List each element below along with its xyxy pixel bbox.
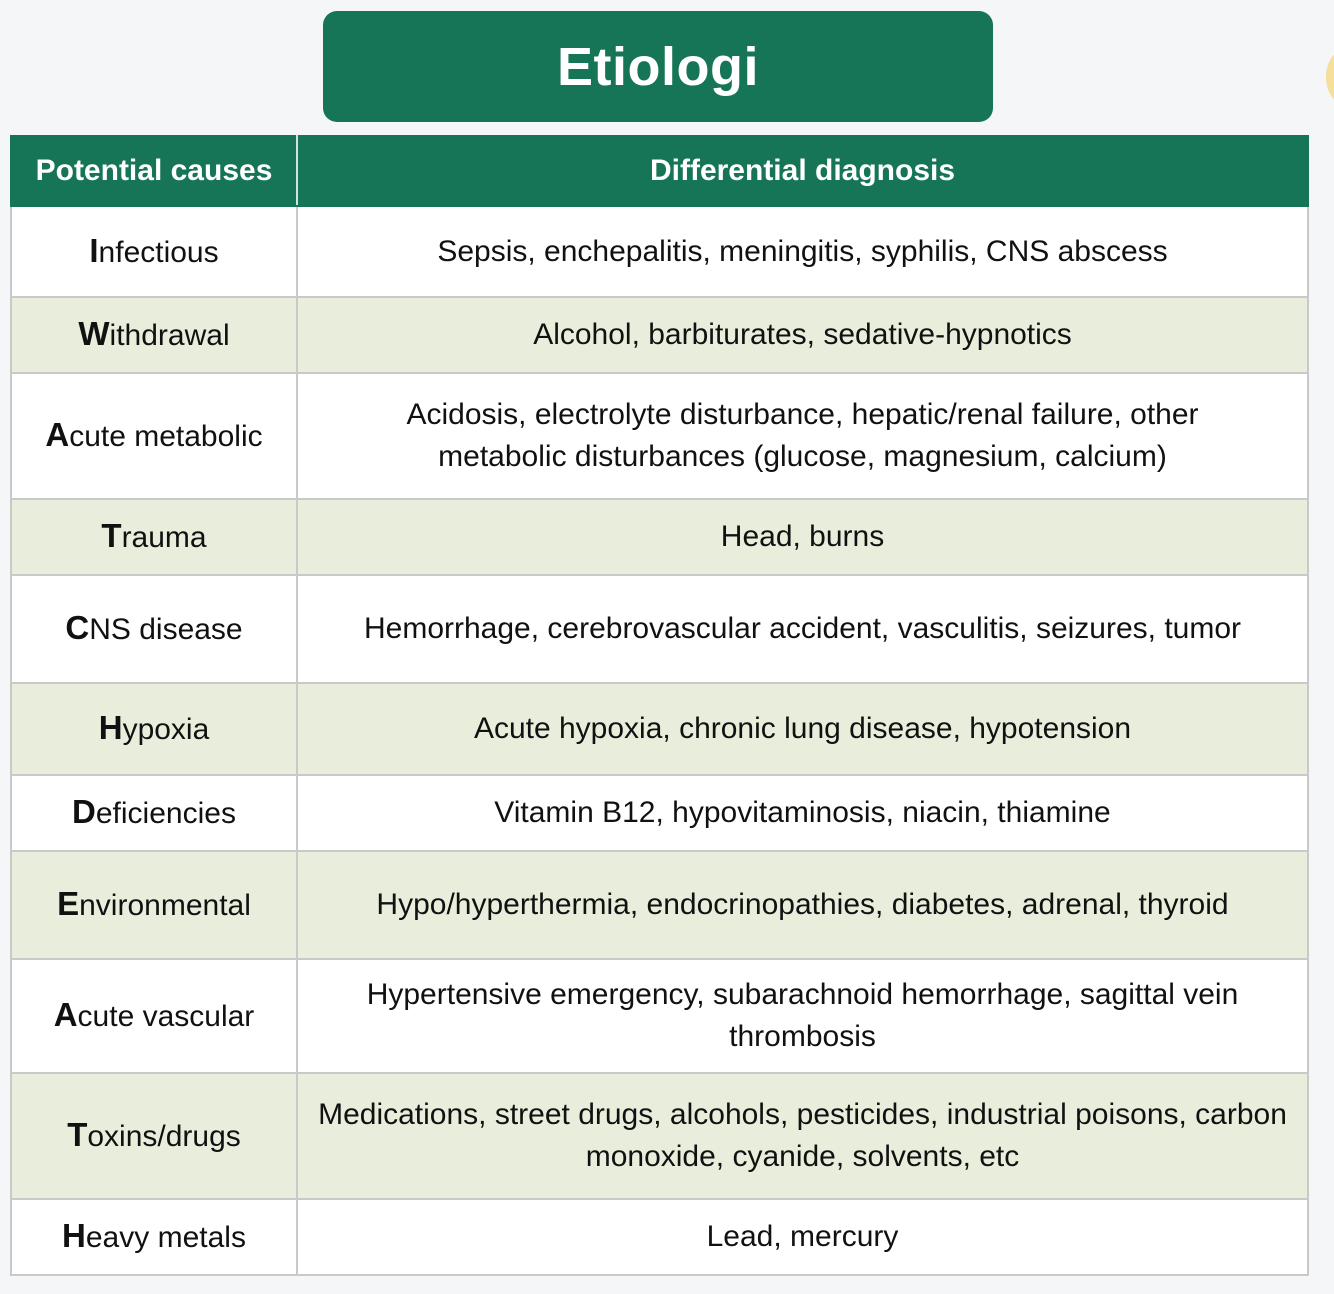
cause-initial: H bbox=[98, 709, 123, 746]
cause-cell bbox=[11, 575, 297, 683]
table-row bbox=[11, 206, 1308, 297]
cause-initial: A bbox=[45, 416, 70, 453]
header-potential-causes: Potential causes bbox=[11, 136, 297, 206]
cause-initial: W bbox=[78, 315, 110, 352]
cause-rest: ypoxia bbox=[122, 713, 210, 746]
table-row bbox=[11, 959, 1308, 1073]
diagnosis-cell: Hemorrhage, cerebrovascular accident, vasculitis, seizures, tumor bbox=[297, 575, 1308, 683]
cause-rest: nvironmental bbox=[79, 889, 251, 922]
cause-rest: ithdrawal bbox=[109, 319, 230, 352]
cause-cell bbox=[11, 297, 297, 373]
cause-rest: eavy metals bbox=[85, 1221, 246, 1254]
diagnosis-cell: Acute hypoxia, chronic lung disease, hypotension bbox=[297, 683, 1308, 775]
cause-cell bbox=[11, 206, 297, 297]
cause-rest: NS disease bbox=[89, 613, 243, 646]
diagnosis-cell: Head, burns bbox=[297, 499, 1308, 575]
cause-rest: eficiencies bbox=[95, 797, 236, 830]
cause-rest: cute vascular bbox=[77, 1000, 255, 1033]
table-row bbox=[11, 1073, 1308, 1199]
cause-cell bbox=[11, 959, 297, 1073]
table-row bbox=[11, 373, 1308, 499]
cause-cell bbox=[11, 373, 297, 499]
diagnosis-cell: Acidosis, electrolyte disturbance, hepatic/renal failure, other metabolic disturbances (glucose, magnesium, calcium) bbox=[297, 373, 1308, 499]
diagnosis-cell: Alcohol, barbiturates, sedative-hypnotics bbox=[297, 297, 1308, 373]
table-row bbox=[11, 851, 1308, 959]
cause-initial: H bbox=[62, 1217, 86, 1254]
cause-rest: rauma bbox=[121, 521, 207, 554]
header-differential-diagnosis: Differential diagnosis bbox=[297, 136, 1308, 206]
decorative-edge-circle bbox=[1326, 52, 1334, 102]
cause-cell bbox=[11, 683, 297, 775]
etiology-table bbox=[10, 135, 1309, 1276]
table-row bbox=[11, 575, 1308, 683]
cause-cell bbox=[11, 1199, 297, 1275]
cause-rest: oxins/drugs bbox=[87, 1120, 241, 1153]
diagnosis-cell: Lead, mercury bbox=[297, 1199, 1308, 1275]
cause-initial: T bbox=[101, 517, 122, 554]
cause-initial: A bbox=[53, 996, 78, 1033]
table-header-row bbox=[11, 136, 1308, 206]
table-row bbox=[11, 775, 1308, 851]
cause-cell bbox=[11, 851, 297, 959]
cause-cell bbox=[11, 1073, 297, 1199]
cause-rest: cute metabolic bbox=[69, 420, 263, 453]
diagnosis-cell: Vitamin B12, hypovitaminosis, niacin, thiamine bbox=[297, 775, 1308, 851]
page-title: Etiologi bbox=[557, 36, 759, 97]
cause-cell bbox=[11, 775, 297, 851]
cause-rest: nfectious bbox=[98, 235, 219, 269]
cause-initial: E bbox=[57, 885, 80, 922]
diagnosis-cell: Sepsis, enchepalitis, meningitis, syphilis, CNS abscess bbox=[297, 206, 1308, 297]
title-banner bbox=[323, 11, 993, 122]
cause-initial: T bbox=[67, 1116, 88, 1153]
table-row bbox=[11, 1199, 1308, 1275]
table-row bbox=[11, 499, 1308, 575]
cause-initial: D bbox=[72, 793, 96, 830]
table-row bbox=[11, 683, 1308, 775]
cause-cell bbox=[11, 499, 297, 575]
cause-initial: C bbox=[65, 609, 90, 646]
table-row bbox=[11, 297, 1308, 373]
diagnosis-cell: Hypo/hyperthermia, endocrinopathies, diabetes, adrenal, thyroid bbox=[297, 851, 1308, 959]
cause-initial: I bbox=[89, 231, 99, 269]
diagnosis-cell: Hypertensive emergency, subarachnoid hemorrhage, sagittal vein thrombosis bbox=[297, 959, 1308, 1073]
diagnosis-cell: Medications, street drugs, alcohols, pesticides, industrial poisons, carbon monoxide, cyanide, solvents, etc bbox=[297, 1073, 1308, 1199]
